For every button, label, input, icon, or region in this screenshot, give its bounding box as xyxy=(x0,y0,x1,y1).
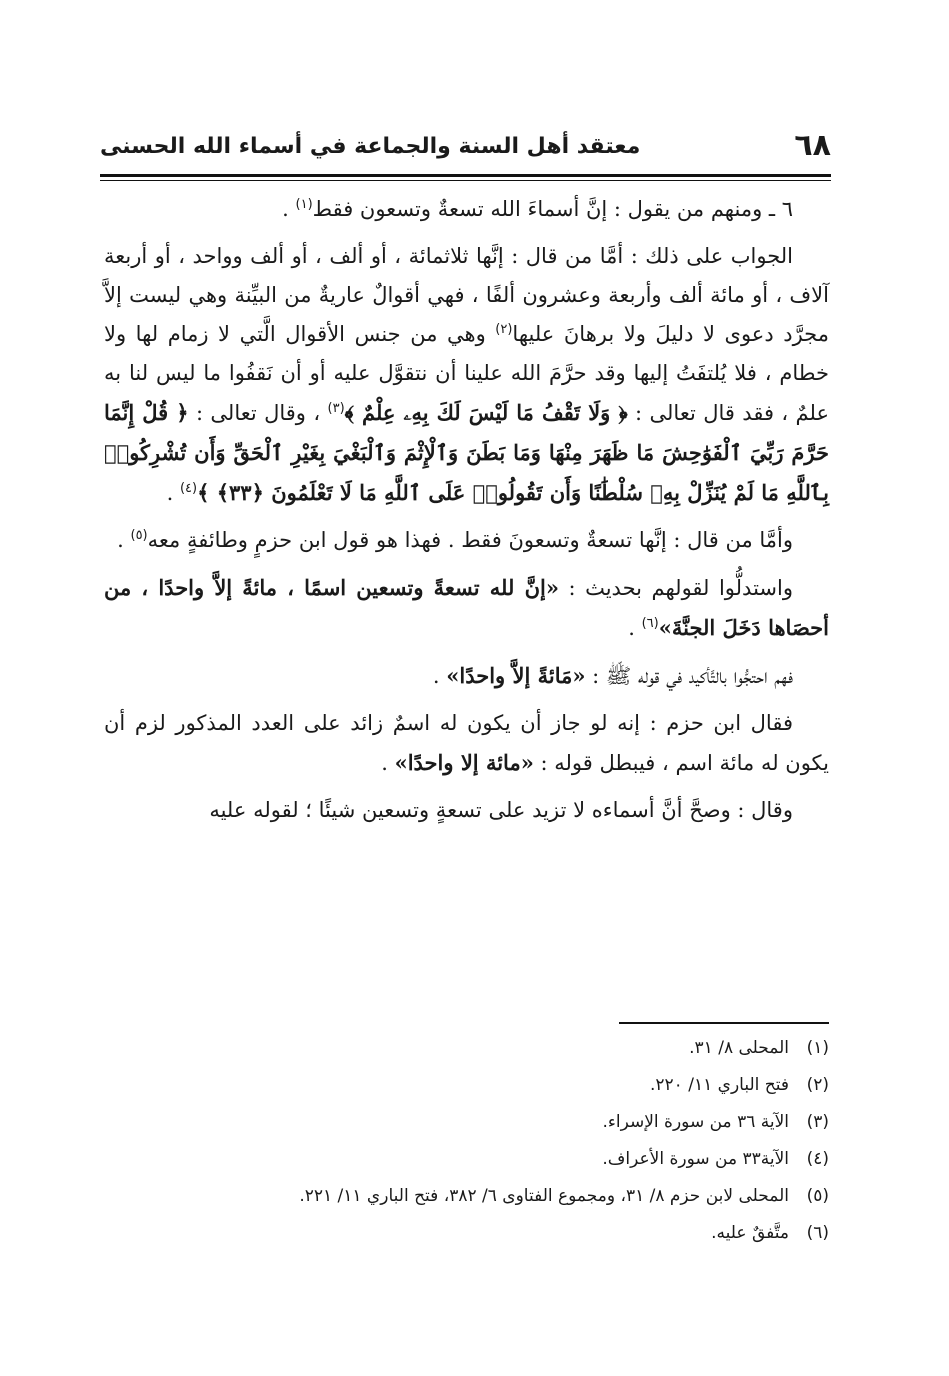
running-title: معتقد أهل السنة والجماعة في أسماء الله الحسنى xyxy=(100,134,641,159)
paragraph xyxy=(104,568,829,648)
paragraph-text: فهم احتجُّوا بالتَّأكيد في قوله ﷺ : xyxy=(585,664,793,688)
footnote-separator xyxy=(619,1022,829,1024)
main-text xyxy=(104,190,829,838)
paragraph-text: وقال : وصحَّ أنَّ أسماءه لا تزيد على تسعةٍ وتسعين شيئًا ؛ لقوله عليه xyxy=(209,798,793,822)
footnote-text: المحلى ٨/ ٣١. xyxy=(689,1038,789,1058)
paragraph-text: فقال ابن حزم : إنه لو جاز أن يكون له اسمٌ زائد على العدد المذكور لزم أن يكون له مائة اسم ، فيبطل قوله : xyxy=(104,711,829,775)
footnote-number: (٥) xyxy=(806,1186,829,1206)
footnote-ref: (١) xyxy=(295,197,313,212)
footnote-text: فتح الباري ١١/ ٢٢٠. xyxy=(650,1075,789,1095)
paragraph-text: وأمَّا من قال : إنَّها تسعةٌ وتسعونَ فقط . فهذا هو قول ابن حزمٍ وطائفةٍ معه xyxy=(147,528,793,552)
footnote xyxy=(104,1215,829,1252)
footnote-ref: (٣) xyxy=(327,401,345,416)
hadith-text: «مائة إلا واحدًا» xyxy=(394,750,534,775)
footnote xyxy=(104,1178,829,1215)
footnote-text: متَّفقٌ عليه. xyxy=(711,1223,789,1243)
footnote xyxy=(104,1030,829,1067)
quran-verse: ﴿ وَلَا تَقْفُ مَا لَيْسَ لَكَ بِهِۦ عِلْمٌ ﴾ xyxy=(344,400,628,425)
footnote-text: الآية ٣٦ من سورة الإسراء. xyxy=(602,1112,789,1132)
footnote-text: الآية٣٣ من سورة الأعراف. xyxy=(602,1149,789,1169)
hadith-text: «إنَّ لله تسعةً وتسعين اسمًا ، مائةً إلاَّ واحدًا ، من أحصَاها دَخَلَ الجنَّةَ» xyxy=(104,575,829,640)
footnote-ref: (٥) xyxy=(130,528,148,543)
paragraph-text: . xyxy=(381,751,395,775)
header-rule xyxy=(100,174,831,177)
paragraph-text: . xyxy=(628,616,642,640)
footnote xyxy=(104,1067,829,1104)
footnote-ref: (٦) xyxy=(641,616,659,631)
footnote-number: (٤) xyxy=(806,1149,829,1169)
footnote-number: (٢) xyxy=(806,1075,829,1095)
footnote-text: المحلى لابن حزم ٨/ ٣١، ومجموع الفتاوى ٦/ ٣٨٢، فتح الباري ١١/ ٢٢١. xyxy=(299,1186,789,1206)
hadith-text: «مَائةً إلاَّ واحدًا» xyxy=(446,663,586,688)
header-rule-thin xyxy=(100,180,831,181)
footnote xyxy=(104,1104,829,1141)
footnote-number: (٦) xyxy=(806,1223,829,1243)
paragraph-text: . xyxy=(432,664,447,688)
paragraph-text: . xyxy=(282,197,296,221)
paragraph xyxy=(104,791,829,830)
page-header xyxy=(100,128,831,172)
paragraph-text: وهي من جنس الأقوال الَّتي لا زمام لها ولا خطام ، فلا يُلتفَتُ إليها وقد حرَّمَ الله علينا أن نتقوَّل عليه أو أن نَقفُوا ما ليس لنا به علمٌ ، فقد قال تعالى : xyxy=(104,322,830,425)
paragraph-text: . xyxy=(117,528,131,552)
paragraph xyxy=(104,237,829,513)
footnote-number: (٣) xyxy=(806,1112,829,1132)
paragraph-text: . xyxy=(166,481,180,505)
paragraph-text: ٦ ـ ومنهم من يقول : إنَّ أسماءَ الله تسعةٌ وتسعون فقط xyxy=(312,197,793,221)
paragraph xyxy=(104,521,829,560)
quran-verse: ﴿ قُلْ إِنَّمَا حَرَّمَ رَبِّيَ ٱلْفَوَٰحِشَ مَا ظَهَرَ مِنْهَا وَمَا بَطَنَ وَٱلْإِثْمَ وَٱلْبَغْيَ بِغَيْرِ ٱلْحَقِّ وَأَن تُشْرِكُوا۟ بِٱللَّهِ مَا لَمْ يُنَزِّلْ بِهِۦ سُلْطَٰنًا وَأَن تَقُولُوا۟ عَلَى ٱللَّهِ مَا لَا تَعْلَمُونَ ﴿٣٣﴾ ﴾ xyxy=(104,400,829,505)
paragraph-text: الجواب على ذلك : أمَّا من قال : إنَّها ثلاثمائة ، أو ألف ، أو ألف وواحد ، أو أربعة آلاف ، أو مائة ألف وأربعة وعشرون ألفًا ، فهي أقوالٌ عاريةٌ من البيِّنة وهي ليست إلاَّ مجرَّد دعوى لا دليلَ ولا برهانَ عليها xyxy=(104,244,829,346)
paragraph xyxy=(104,190,829,229)
paragraph-text: واستدلُّوا لقولهم بحديث : xyxy=(558,576,793,600)
footnote xyxy=(104,1141,829,1178)
paragraph xyxy=(104,656,829,696)
footnote-ref: (٤) xyxy=(179,481,198,496)
page-number: ٦٨ xyxy=(794,128,831,163)
paragraph-text: ، وقال تعالى : xyxy=(188,401,328,425)
footnote-number: (١) xyxy=(806,1038,829,1058)
paragraph xyxy=(104,704,829,783)
footnote-ref: (٢) xyxy=(495,322,513,337)
footnotes xyxy=(104,1030,829,1252)
